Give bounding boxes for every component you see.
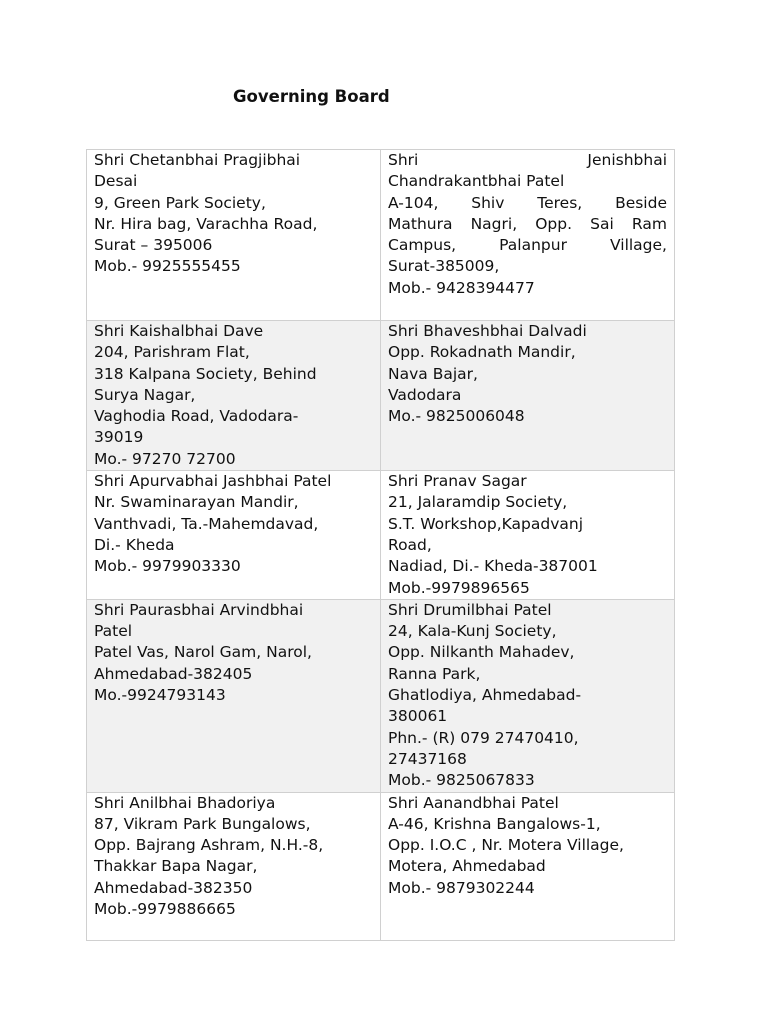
phone-line: Mo.- 9825006048 — [388, 407, 525, 426]
address-line: Surat-385009, — [388, 257, 500, 276]
address-line: Ranna Park, — [388, 664, 481, 683]
phone-line: Mob.-9979886665 — [94, 900, 236, 919]
phone-line: Phn.- (R) 079 27470410, — [388, 728, 579, 747]
address-line: Ghatlodiya, Ahmedabad- — [388, 686, 582, 705]
address-line: 24, Kala-Kunj Society, — [388, 622, 557, 641]
address-line: Opp. Rokadnath Mandir, — [388, 343, 576, 362]
address-line: Opp. I.O.C , Nr. Motera Village, — [388, 836, 624, 855]
address-line: Motera, Ahmedabad — [388, 857, 546, 876]
member-cell — [87, 321, 381, 471]
phone-line: Mob.- 9428394477 — [388, 278, 535, 297]
member-cell — [381, 321, 675, 471]
phone-line: Mo.-9924793143 — [94, 686, 226, 705]
address-line: Road, — [388, 535, 432, 554]
address-line: Nr. Swaminarayan Mandir, — [94, 493, 299, 512]
phone-line: Mob.- 9979903330 — [94, 557, 241, 576]
member-name: Chandrakantbhai Patel — [388, 172, 565, 191]
table-row — [87, 471, 675, 600]
member-name: Shri Aanandbhai Patel — [388, 793, 559, 812]
address-line: Nava Bajar, — [388, 364, 478, 383]
address-line: Vaghodia Road, Vadodara- — [94, 407, 299, 426]
member-name: Shri Apurvabhai Jashbhai Patel — [94, 472, 332, 491]
address-word: A-104, — [388, 193, 439, 212]
member-cell — [381, 792, 675, 940]
address-line — [388, 193, 667, 214]
address-word: Sai — [590, 214, 614, 233]
address-word: Opp. — [535, 214, 573, 233]
phone-line: Mob.- 9879302244 — [388, 878, 535, 897]
address-line: Vadodara — [388, 385, 462, 404]
address-line: Di.- Kheda — [94, 535, 175, 554]
phone-line: Mob.- 9825067833 — [388, 771, 535, 790]
phone-line: Mo.- 97270 72700 — [94, 449, 236, 468]
member-name: Shri Pranav Sagar — [388, 472, 527, 491]
address-line: 39019 — [94, 428, 144, 447]
member-cell — [381, 599, 675, 792]
address-line: 380061 — [388, 707, 448, 726]
member-name: Shri Chetanbhai Pragjibhai — [94, 151, 301, 169]
address-line: Vanthvadi, Ta.-Mahemdavad, — [94, 514, 319, 533]
governing-board-table — [86, 149, 675, 941]
member-name: Shri Bhaveshbhai Dalvadi — [388, 322, 587, 340]
member-cell — [87, 150, 381, 321]
address-line: 9, Green Park Society, — [94, 193, 266, 212]
address-line — [388, 214, 667, 235]
address-word: Beside — [615, 193, 667, 212]
address-line — [388, 235, 667, 256]
phone-line: Mob.-9979896565 — [388, 578, 530, 597]
address-line: 204, Parishram Flat, — [94, 343, 250, 362]
phone-line: 27437168 — [388, 749, 467, 768]
member-cell — [381, 471, 675, 600]
table-row — [87, 150, 675, 321]
address-line: A-46, Krishna Bangalows-1, — [388, 814, 601, 833]
table-row — [87, 599, 675, 792]
address-line: 318 Kalpana Society, Behind — [94, 364, 317, 383]
address-line: Nr. Hira bag, Varachha Road, — [94, 214, 318, 233]
address-word: Village, — [610, 236, 667, 255]
name-word: Jenishbhai — [587, 151, 667, 169]
address-word: Ram — [631, 214, 667, 233]
address-line: 21, Jalaramdip Society, — [388, 493, 568, 512]
address-word: Mathura — [388, 214, 453, 233]
member-name — [388, 150, 667, 171]
address-line: Surat – 395006 — [94, 236, 213, 255]
address-line: 87, Vikram Park Bungalows, — [94, 814, 311, 833]
address-line: Ahmedabad-382405 — [94, 664, 253, 683]
name-word: Shri — [388, 151, 419, 169]
address-word: Palanpur — [499, 236, 567, 255]
member-name: Shri Anilbhai Bhadoriya — [94, 793, 276, 812]
member-name: Shri Kaishalbhai Dave — [94, 322, 264, 340]
address-word: Campus, — [388, 236, 457, 255]
address-word: Nagri, — [470, 214, 518, 233]
address-line: Patel Vas, Narol Gam, Narol, — [94, 643, 312, 662]
page-title: Governing Board — [233, 87, 390, 106]
table-row — [87, 321, 675, 471]
member-cell — [381, 150, 675, 321]
member-cell — [87, 792, 381, 940]
address-line: Opp. Bajrang Ashram, N.H.-8, — [94, 836, 324, 855]
member-name: Shri Paurasbhai Arvindbhai — [94, 600, 304, 619]
member-name: Desai — [94, 172, 138, 191]
address-line: Nadiad, Di.- Kheda-387001 — [388, 557, 598, 576]
address-word: Shiv — [471, 193, 505, 212]
address-word: Teres, — [537, 193, 583, 212]
phone-line: Mob.- 9925555455 — [94, 257, 241, 276]
address-line: Thakkar Bapa Nagar, — [94, 857, 258, 876]
member-cell — [87, 471, 381, 600]
address-line: Ahmedabad-382350 — [94, 878, 253, 897]
address-line: Opp. Nilkanth Mahadev, — [388, 643, 575, 662]
member-cell — [87, 599, 381, 792]
table-row — [87, 792, 675, 940]
address-line: S.T. Workshop,Kapadvanj — [388, 514, 584, 533]
member-name: Shri Drumilbhai Patel — [388, 600, 552, 619]
member-name: Patel — [94, 622, 133, 641]
address-line: Surya Nagar, — [94, 385, 196, 404]
